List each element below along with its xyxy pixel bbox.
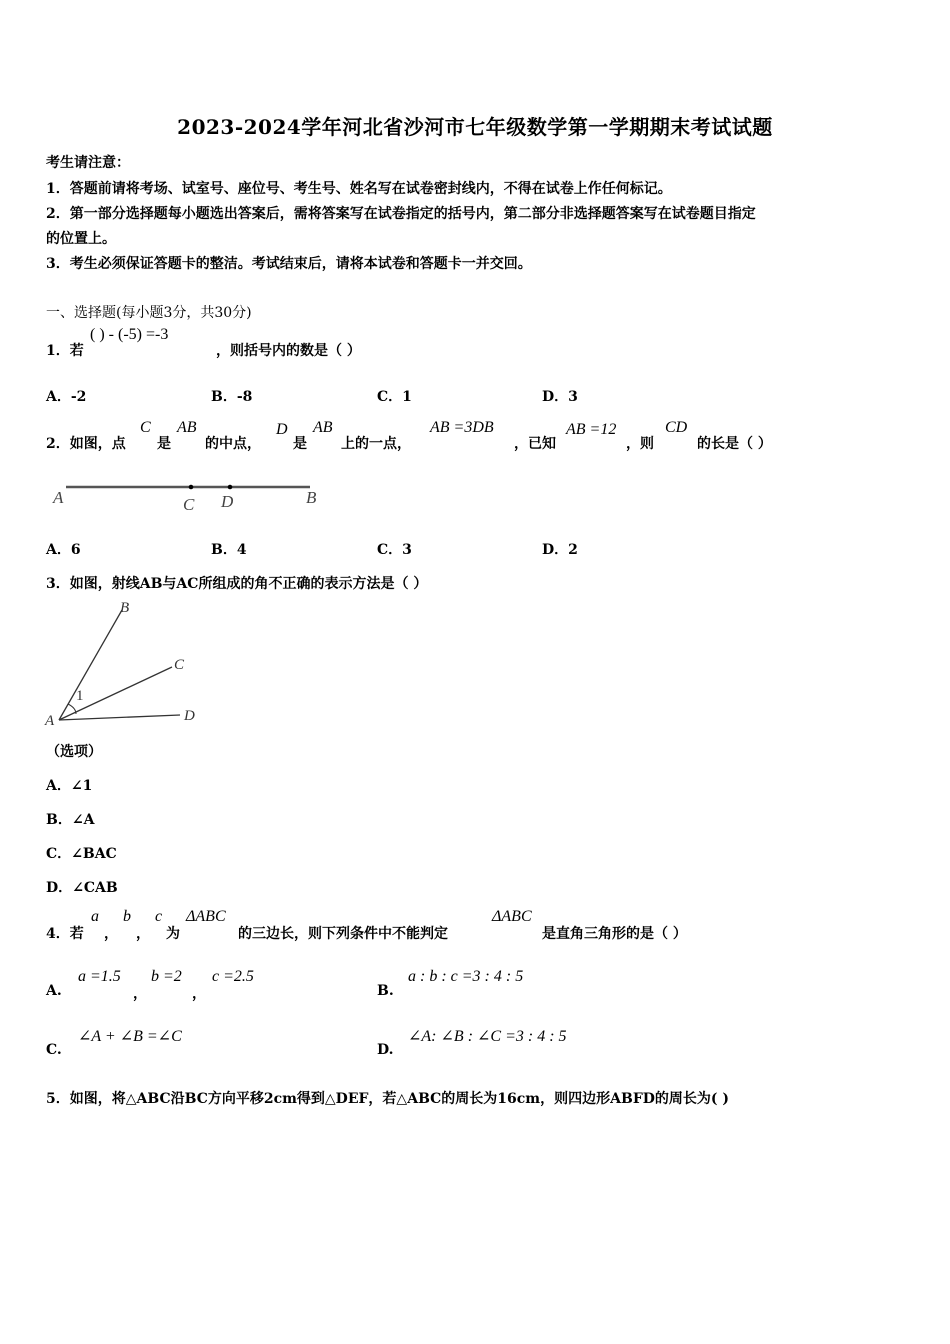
q4-comma-2: ， bbox=[136, 926, 150, 942]
ray-ab bbox=[59, 610, 122, 720]
page-title: 2023-2024学年河北省沙河市七年级数学第一学期期末考试试题 bbox=[177, 115, 773, 139]
label-c: C bbox=[183, 495, 195, 514]
q2-text-5: 上的一点， bbox=[341, 436, 411, 452]
q1-expression: ( ) - (-5) =-3 bbox=[90, 326, 169, 343]
q3-option-b: B．∠A bbox=[46, 812, 95, 828]
q2-text-4: 是 bbox=[293, 436, 307, 452]
notice-item-3: 3．考生必须保证答题卡的整洁。考试结束后，请将本试卷和答题卡一并交回。 bbox=[46, 256, 532, 272]
label-d: D bbox=[184, 708, 195, 724]
q4-triangle-1: ΔABC bbox=[186, 908, 226, 925]
q4-option-a-label: A. bbox=[46, 983, 62, 999]
q4-text-2: 为 bbox=[166, 926, 180, 942]
q2-point-d: D bbox=[276, 421, 288, 438]
q4-triangle-2: ΔABC bbox=[492, 908, 532, 925]
q2-text-1: 2．如图，点 bbox=[46, 436, 126, 452]
q1-option-a: A．-2 bbox=[46, 389, 87, 405]
q4-text-4: 是直角三角形的是（ ） bbox=[542, 926, 687, 942]
q4-option-a-part-4: ， bbox=[192, 986, 206, 1002]
q4-text-3: 的三边长，则下列条件中不能判定 bbox=[238, 926, 448, 942]
q2-option-c: C．3 bbox=[377, 542, 412, 558]
q2-text-7: ，则 bbox=[626, 436, 654, 452]
q4-comma-1: ， bbox=[104, 926, 118, 942]
q3-angle-figure bbox=[40, 596, 220, 736]
ray-ad bbox=[59, 715, 180, 720]
section-heading: 一、选择题(每小题3分，共30分) bbox=[46, 305, 252, 321]
label-angle-1: 1 bbox=[76, 688, 84, 704]
q2-text-3: 的中点， bbox=[205, 436, 261, 452]
q2-option-d: D．2 bbox=[542, 542, 578, 558]
q4-var-b: b bbox=[123, 908, 131, 925]
q2-segment-cd: CD bbox=[665, 419, 688, 436]
q3-options-label: （选项） bbox=[46, 744, 102, 760]
q4-option-c-expr: ∠A + ∠B =∠C bbox=[78, 1028, 182, 1045]
q4-option-a-part-1: a =1.5 bbox=[78, 968, 121, 985]
point-c-dot bbox=[189, 485, 194, 490]
notice-heading: 考生请注意： bbox=[46, 155, 130, 171]
q4-option-a-part-5: c =2.5 bbox=[212, 968, 254, 985]
q4-option-a-part-2: ， bbox=[133, 986, 147, 1002]
q3-option-c: C．∠BAC bbox=[46, 846, 117, 862]
q2-text-2: 是 bbox=[157, 436, 171, 452]
notice-item-2: 2．第一部分选择题每小题选出答案后，需将答案写在试卷指定的括号内，第二部分非选择题答案写在试卷题目指定 bbox=[46, 206, 756, 222]
q1-suffix: ，则括号内的数是（ ） bbox=[216, 343, 361, 359]
q2-text-6: ，已知 bbox=[514, 436, 556, 452]
q4-option-b-label: B. bbox=[377, 983, 394, 999]
q2-option-b: B．4 bbox=[211, 542, 247, 558]
q4-option-d-label: D. bbox=[377, 1042, 394, 1058]
notice-item-2-cont: 的位置上。 bbox=[46, 231, 116, 247]
q2-segment-ab-2: AB bbox=[313, 419, 333, 436]
label-b: B bbox=[120, 600, 130, 616]
q5-text: 5．如图，将△ABC沿BC方向平移2cm得到△DEF，若△ABC的周长为16cm，则四边形ABFD的周长为( ) bbox=[46, 1091, 730, 1107]
q2-point-c: C bbox=[140, 419, 151, 436]
q4-option-d-expr: ∠A: ∠B : ∠C =3 : 4 : 5 bbox=[408, 1028, 567, 1045]
label-a: A bbox=[45, 713, 55, 729]
q4-option-a-part-3: b =2 bbox=[151, 968, 182, 985]
q3-option-d: D．∠CAB bbox=[46, 880, 118, 896]
q4-var-a: a bbox=[91, 908, 99, 925]
point-d-dot bbox=[228, 485, 233, 490]
q1-option-d: D．3 bbox=[542, 389, 578, 405]
label-d: D bbox=[221, 492, 234, 511]
label-a: A bbox=[53, 488, 64, 507]
q2-text-8: 的长是（ ） bbox=[697, 436, 772, 452]
q2-segment-ab: AB bbox=[177, 419, 197, 436]
q4-text-1: 4．若 bbox=[46, 926, 84, 942]
label-c: C bbox=[174, 657, 185, 673]
q4-var-c: c bbox=[155, 908, 163, 925]
q3-text: 3．如图，射线AB与AC所组成的角不正确的表示方法是（ ） bbox=[46, 576, 428, 592]
notice-item-1: 1．答题前请将考场、试室号、座位号、考生号、姓名写在试卷密封线内，不得在试卷上作任何标记。 bbox=[46, 181, 672, 197]
q1-prefix: 1．若 bbox=[46, 343, 84, 359]
label-b: B bbox=[306, 488, 317, 507]
q2-option-a: A．6 bbox=[46, 542, 81, 558]
q2-segment-figure bbox=[40, 470, 340, 520]
q3-option-a: A．∠1 bbox=[46, 778, 93, 794]
q4-option-b-expr: a : b : c =3 : 4 : 5 bbox=[408, 968, 524, 985]
q2-equation-1: AB =3DB bbox=[430, 419, 494, 436]
q1-option-c: C．1 bbox=[377, 389, 412, 405]
q1-option-b: B．-8 bbox=[211, 389, 253, 405]
q4-option-c-label: C. bbox=[46, 1042, 62, 1058]
q2-equation-2: AB =12 bbox=[566, 421, 617, 438]
